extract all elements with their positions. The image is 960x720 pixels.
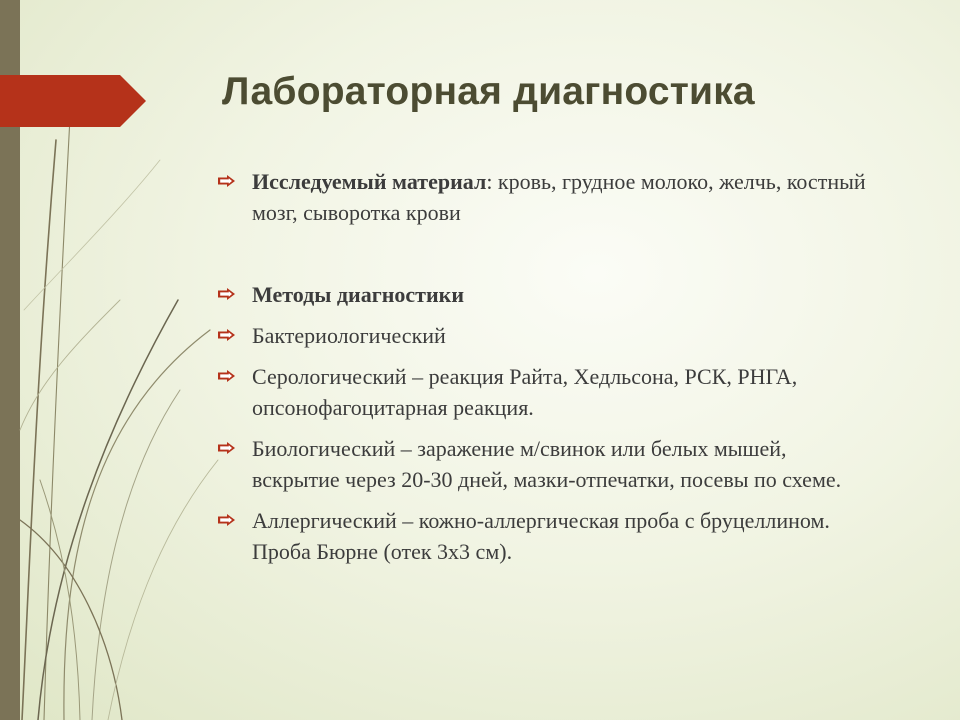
- list-item-methods-heading: [218, 279, 878, 310]
- list-item-biological: [218, 433, 878, 495]
- list-item-serological: [218, 361, 878, 423]
- list-item-allergic: [218, 505, 878, 567]
- item-text: Аллергический – кожно-аллергическая проба с бруцеллином. Проба Бюрне (отек 3х3 см).: [252, 508, 830, 564]
- item-text: Серологический – реакция Райта, Хедльсона, РСК, РНГА, опсонофагоцитарная реакция.: [252, 364, 798, 420]
- arrow-bullet-icon: [218, 288, 235, 300]
- list-item-material: [218, 166, 878, 228]
- arrow-bullet-icon: [218, 370, 235, 382]
- arrow-bullet-icon: [218, 514, 235, 526]
- arrow-bullet-icon: [218, 442, 235, 454]
- list-item-bacteriological: [218, 320, 878, 351]
- arrow-bullet-icon: [218, 175, 235, 187]
- item-bold-text: Методы диагностики: [252, 282, 464, 307]
- item-bold-text: Исследуемый материал: [252, 169, 487, 194]
- title-accent-flag: [0, 75, 146, 127]
- arrow-bullet-icon: [218, 329, 235, 341]
- item-text: Бактериологический: [252, 323, 446, 348]
- item-text: : кровь, грудное молоко, желчь, костный мозг, сыворотка крови: [252, 169, 866, 225]
- slide-title: Лабораторная диагностика: [222, 70, 755, 113]
- item-text: Биологический – заражение м/свинок или белых мышей, вскрытие через 20-30 дней, мазки-отпечатки, посевы по схеме.: [252, 436, 842, 492]
- content-list: [218, 166, 878, 577]
